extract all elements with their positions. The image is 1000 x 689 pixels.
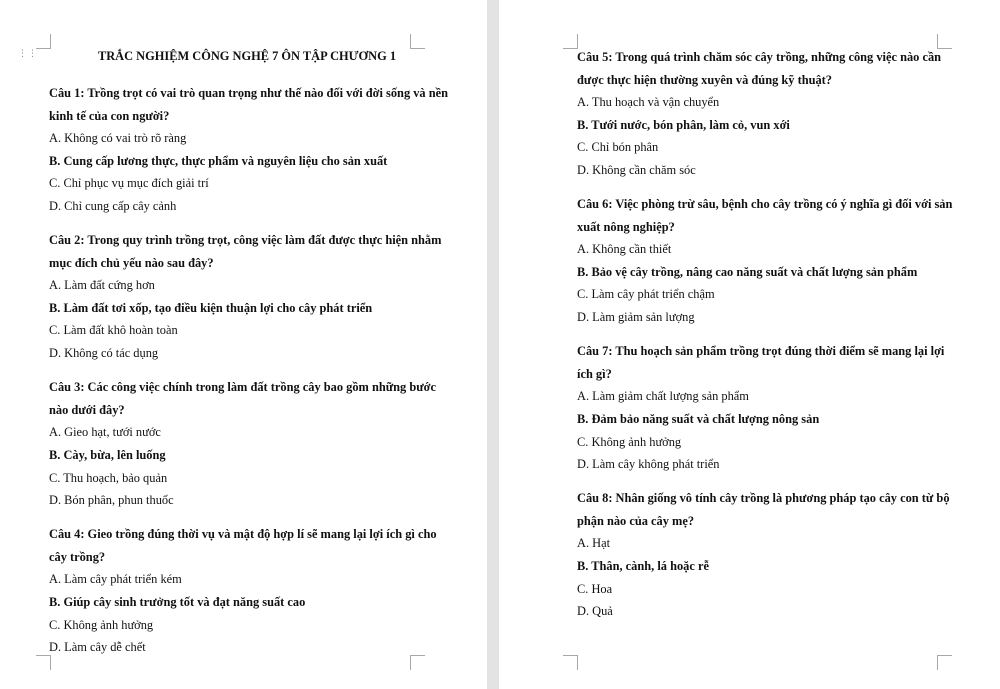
page-content-left — [49, 46, 449, 670]
document-page-left — [0, 0, 487, 689]
answer-option: C. Làm cây phát triển chậm — [577, 287, 715, 302]
answer-option: C. Không ảnh hưởng — [577, 434, 682, 449]
question-list — [577, 46, 957, 623]
answer-option: A. Làm giảm chất lượng sản phẩm — [577, 389, 749, 404]
question-block — [577, 487, 957, 623]
question-stem: Câu 6: Việc phòng trừ sâu, bệnh cho cây trồng có ý nghĩa gì đối với sản xuất nông nghiệp? — [577, 197, 953, 234]
answer-option: A. Gieo hạt, tưới nước — [49, 425, 161, 440]
answer-option-correct: B. Làm đất tơi xốp, tạo điều kiện thuận lợi cho cây phát triển — [49, 300, 373, 315]
question-stem: Câu 1: Trồng trọt có vai trò quan trọng như thế nào đối với đời sống và nền kinh tế của con người? — [49, 86, 449, 123]
answer-option: D. Không có tác dụng — [49, 346, 159, 361]
question-stem: Câu 2: Trong quy trình trồng trọt, công việc làm đất được thực hiện nhằm mục đích chủ yếu nào sau đây? — [49, 233, 442, 270]
answer-option: D. Làm cây không phát triển — [577, 457, 720, 472]
question-block — [49, 229, 449, 365]
answer-option: C. Không ảnh hưởng — [49, 617, 154, 632]
answer-option-correct: B. Đảm bảo năng suất và chất lượng nông sản — [577, 411, 820, 426]
page-gap — [487, 0, 499, 689]
answer-option: D. Bón phân, phun thuốc — [49, 493, 174, 508]
question-block — [49, 523, 449, 659]
question-list — [49, 82, 449, 659]
page-title: TRẮC NGHIỆM CÔNG NGHỆ 7 ÔN TẬP CHƯƠNG 1 — [97, 49, 397, 63]
question-block — [577, 193, 957, 329]
answer-option-correct: B. Bảo vệ cây trồng, nâng cao năng suất và chất lượng sản phẩm — [577, 264, 918, 279]
drag-handle-icon[interactable]: ⋮⋮ — [18, 49, 38, 59]
document-page-right — [499, 0, 1000, 689]
question-stem: Câu 5: Trong quá trình chăm sóc cây trồng, những công việc nào cần được thực hiện thường xuyên và đúng kỹ thuật? — [577, 50, 942, 87]
page-content-right — [577, 46, 957, 634]
question-block — [577, 46, 957, 182]
answer-option: D. Làm cây dễ chết — [49, 640, 146, 655]
answer-option: D. Làm giảm sản lượng — [577, 310, 695, 325]
answer-option: D. Không cần chăm sóc — [577, 162, 696, 177]
margin-corner-bottom-left — [563, 655, 578, 670]
margin-corner-bottom-right — [937, 655, 952, 670]
answer-option-correct: B. Thân, cành, lá hoặc rễ — [577, 558, 709, 573]
answer-option: A. Không có vai trò rõ ràng — [49, 131, 187, 146]
answer-option: D. Chỉ cung cấp cây cảnh — [49, 198, 177, 213]
question-stem: Câu 4: Gieo trồng đúng thời vụ và mật độ hợp lí sẽ mang lại lợi ích gì cho cây trồng? — [49, 527, 437, 564]
answer-option-correct: B. Cung cấp lương thực, thực phẩm và nguyên liệu cho sản xuất — [49, 153, 388, 168]
answer-option: A. Làm cây phát triển kém — [49, 572, 182, 587]
answer-option: C. Thu hoạch, bảo quản — [49, 470, 168, 485]
answer-option: C. Chỉ bón phân — [577, 140, 659, 155]
answer-option-correct: B. Giúp cây sinh trưởng tốt và đạt năng suất cao — [49, 594, 306, 609]
answer-option: C. Hoa — [577, 581, 613, 596]
question-stem: Câu 8: Nhân giống vô tính cây trồng là phương pháp tạo cây con từ bộ phận nào của cây mẹ? — [577, 491, 950, 528]
answer-option: C. Chỉ phục vụ mục đích giải trí — [49, 176, 209, 191]
question-block — [49, 376, 449, 512]
question-stem: Câu 7: Thu hoạch sản phẩm trồng trọt đúng thời điểm sẽ mang lại lợi ích gì? — [577, 344, 945, 381]
answer-option-correct: B. Tưới nước, bón phân, làm cỏ, vun xới — [577, 117, 790, 132]
question-block — [49, 82, 449, 218]
answer-option: A. Thu hoạch và vận chuyển — [577, 95, 720, 110]
question-block — [577, 340, 957, 476]
answer-option: A. Hạt — [577, 536, 611, 551]
answer-option-correct: B. Cày, bừa, lên luống — [49, 447, 166, 462]
answer-option: A. Không cần thiết — [577, 242, 672, 257]
margin-corner-top-left — [563, 34, 578, 49]
question-stem: Câu 3: Các công việc chính trong làm đất trồng cây bao gồm những bước nào dưới đây? — [49, 380, 437, 417]
answer-option: C. Làm đất khô hoàn toàn — [49, 323, 178, 338]
answer-option: D. Quả — [577, 604, 613, 619]
answer-option: A. Làm đất cứng hơn — [49, 278, 155, 293]
